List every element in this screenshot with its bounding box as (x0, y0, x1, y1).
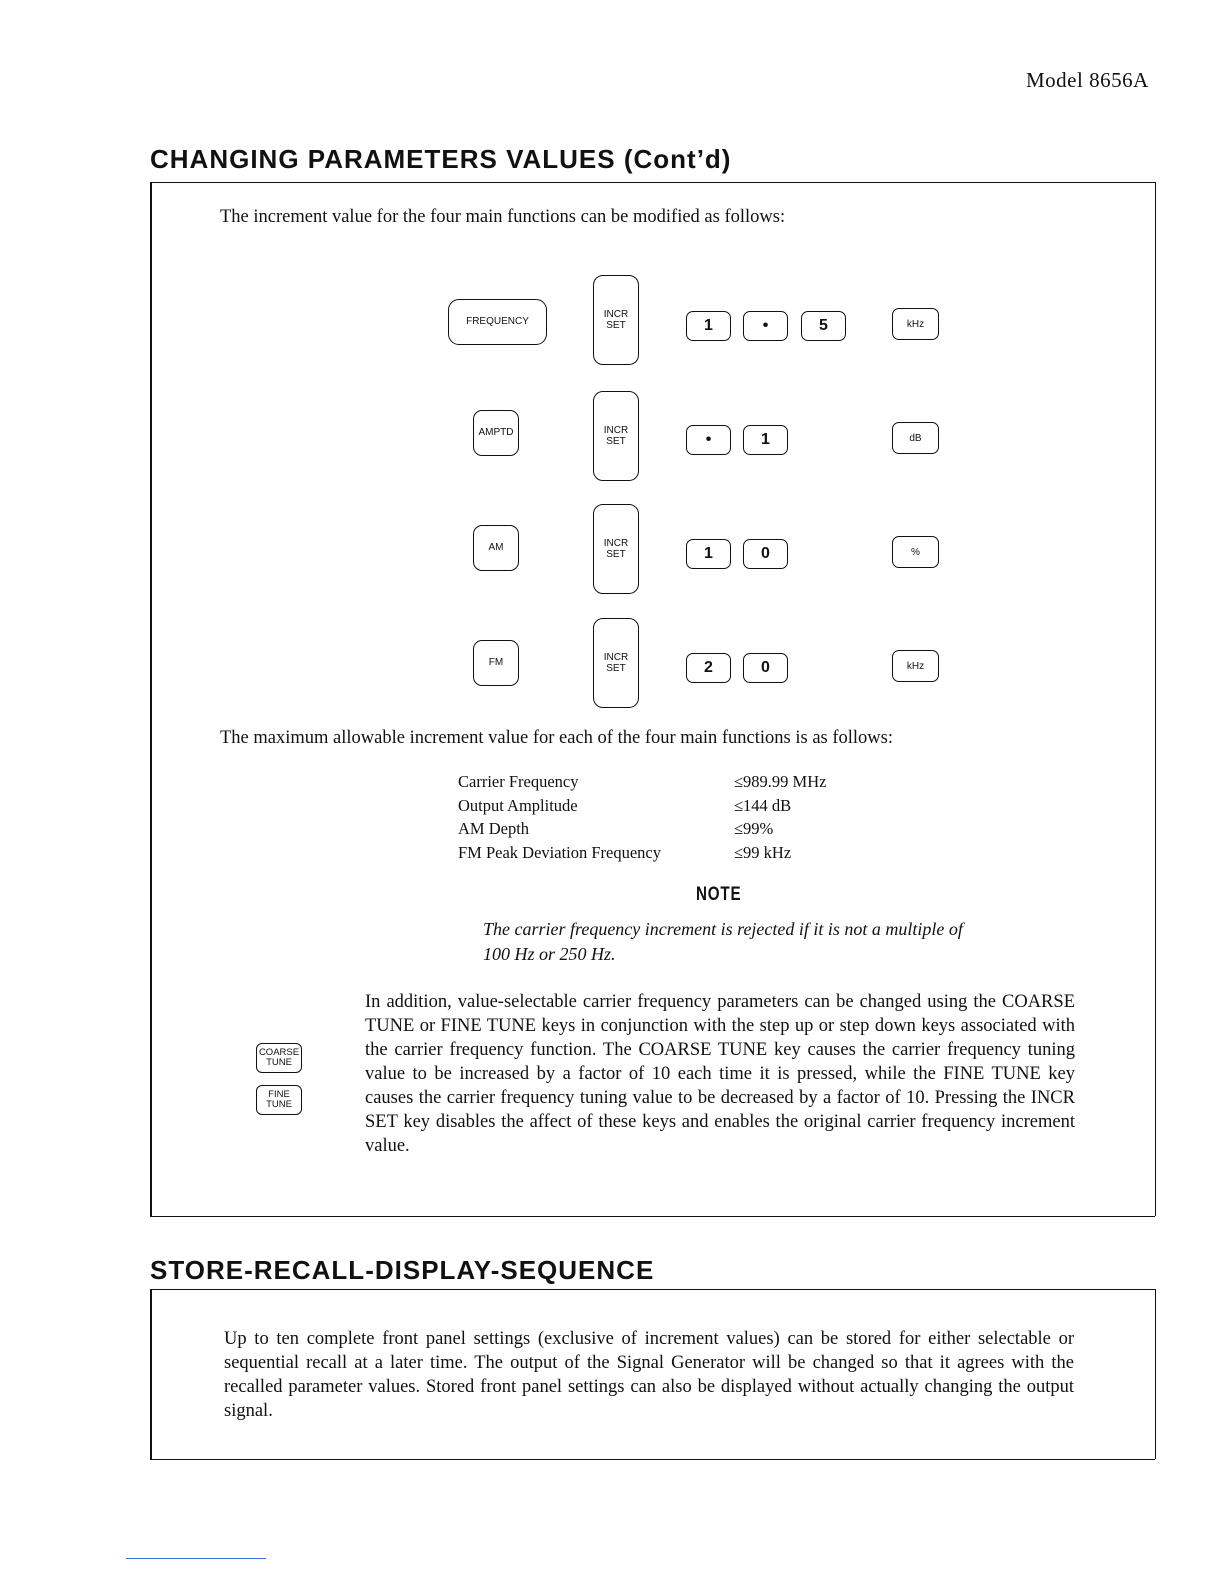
digit-key: 5 (801, 311, 846, 341)
khz-unit-key: kHz (892, 308, 939, 340)
limit-value: ≤99 kHz (734, 842, 792, 862)
section-title-store-recall: STORE-RECALL-DISPLAY-SEQUENCE (150, 1255, 655, 1285)
coarse-tune-line2: TUNE (266, 1057, 292, 1068)
digit-key: 2 (686, 653, 731, 683)
max-increment-intro: The maximum allowable increment value for each of the four main functions is as follows: (220, 728, 893, 748)
frequency-key: FREQUENCY (448, 299, 547, 345)
footer-rule (126, 1558, 266, 1559)
incr-set-label-line2: SET (606, 549, 626, 560)
limit-label: FM Peak Deviation Frequency (458, 842, 662, 862)
am-key: AM (473, 525, 519, 571)
decimal-key: • (686, 425, 731, 455)
incr-set-label-line2: SET (606, 320, 626, 331)
fm-key: FM (473, 640, 519, 686)
note-heading: NOTE (696, 884, 742, 905)
db-unit-key: dB (892, 422, 939, 454)
limit-row (458, 817, 826, 841)
section-divider-bottom (150, 1216, 1155, 1217)
digit-key: 1 (743, 425, 788, 455)
fine-tune-line2: TUNE (266, 1099, 292, 1110)
decimal-key: • (743, 311, 788, 341)
limit-row (458, 794, 826, 818)
digit-key: 1 (686, 539, 731, 569)
intro-text: The increment value for the four main functions can be modified as follows: (220, 207, 786, 227)
percent-unit-key: % (892, 536, 939, 568)
limit-value: ≤99% (734, 819, 774, 838)
incr-set-label-line2: SET (606, 663, 626, 674)
note-text: The carrier frequency increment is rejected if it is not a multiple of 100 Hz or 250 Hz. (483, 919, 963, 964)
limit-row (458, 770, 826, 794)
incr-set-label-line1: INCR (603, 538, 629, 549)
fine-tune-key (256, 1085, 302, 1115)
coarse-tune-line1: COARSE (258, 1047, 300, 1058)
incr-set-label-line1: INCR (603, 425, 629, 436)
fine-tune-line1: FINE (268, 1089, 290, 1100)
limit-label: AM Depth (458, 819, 530, 838)
incr-set-key (593, 275, 639, 365)
incr-set-label-line1: INCR (603, 652, 629, 663)
incr-set-label-line2: SET (606, 436, 626, 447)
coarse-tune-key (256, 1043, 302, 1073)
digit-key: 1 (686, 311, 731, 341)
amptd-key: AMPTD (473, 410, 519, 456)
incr-set-key (593, 391, 639, 481)
section-divider-bottom (150, 1459, 1155, 1460)
incr-set-label-line1: INCR (603, 309, 629, 320)
page-header-model: Model 8656A (1026, 68, 1149, 92)
limits-table (458, 770, 826, 864)
tune-paragraph: In addition, value-selectable carrier frequency parameters can be changed using the COARSE TUNE or FINE TUNE keys in conjunction with the step up or step down keys associated with the carrier frequency function. The COARSE TUNE key causes the carrier frequency tuning value to be increased by a factor of 10 each time it is pressed, while the FINE TUNE key causes the carrier frequency tuning value to be decreased by a factor of 10. Pressing the INCR SET key disables the affect of these keys and enables the original carrier frequency increment value. (365, 992, 1075, 1156)
limit-row (458, 841, 826, 865)
digit-key: 0 (743, 539, 788, 569)
limit-value: ≤989.99 MHz (734, 772, 827, 791)
store-recall-paragraph: Up to ten complete front panel settings (exclusive of increment values) can be stored for either selectable or sequential recall at a later time. The output of the Signal Generator will be changed so that it agrees with the recalled parameter values. Stored front panel settings can also be displayed without actually changing the output signal. (224, 1329, 1074, 1421)
khz-unit-key: kHz (892, 650, 939, 682)
limit-value: ≤144 dB (734, 795, 792, 815)
incr-set-key (593, 618, 639, 708)
section-title-changing-parameters: CHANGING PARAMETERS VALUES (Cont’d) (150, 144, 732, 174)
limit-label: Carrier Frequency (458, 772, 579, 791)
incr-set-key (593, 504, 639, 594)
digit-key: 0 (743, 653, 788, 683)
limit-label: Output Amplitude (458, 795, 578, 815)
